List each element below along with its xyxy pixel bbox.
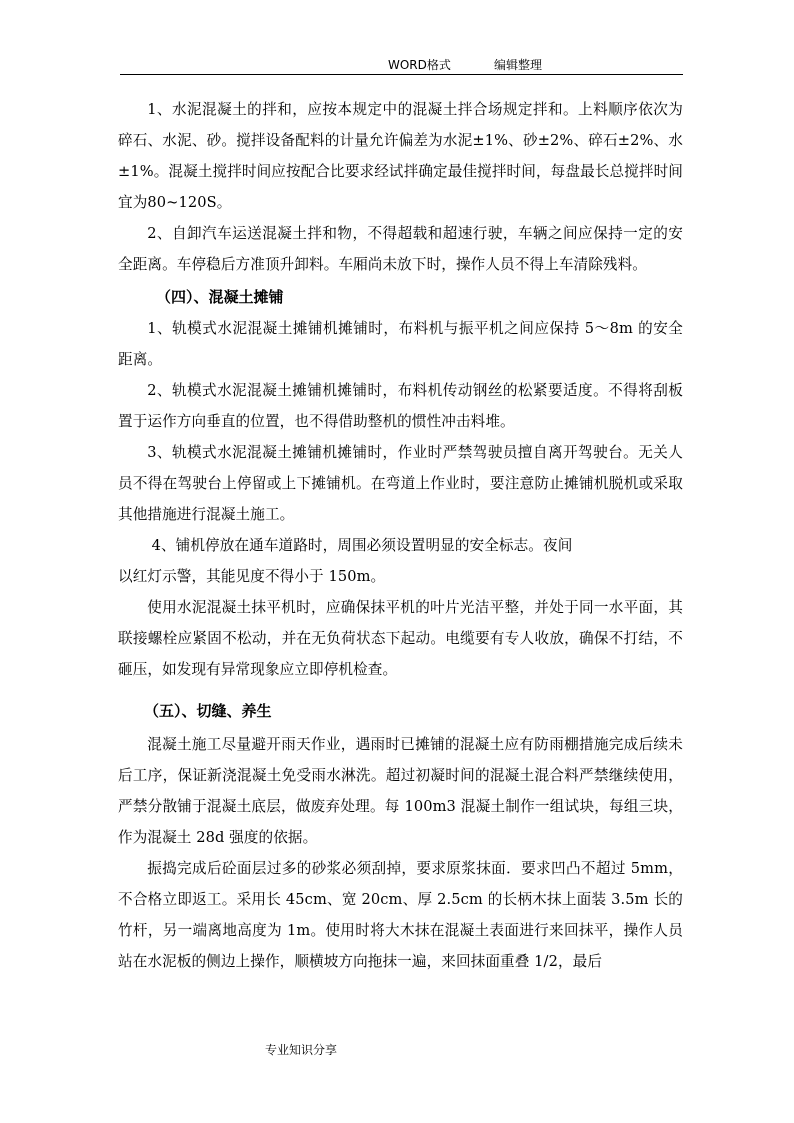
document-body (118, 94, 683, 977)
paragraph-paving-1: 1、轨模式水泥混凝土摊铺机摊铺时，布料机与振平机之间应保持 5～8m 的安全距离。 (118, 320, 683, 368)
page-footer: 专业知识分享 (265, 1043, 338, 1057)
paragraph-paving-4a: 4、铺机停放在通车道路时，周围必须设置明显的安全标志。夜间 (151, 537, 573, 554)
header-edit-label: 编辑整理 (494, 58, 543, 72)
section-heading-paving: （四）、混凝土摊铺 (156, 288, 284, 306)
paragraph-paving-3: 3、轨模式水泥混凝土摊铺机摊铺时，作业时严禁驾驶员擅自离开驾驶台。无关人员不得在驾驶台上停留或上下摊铺机。在弯道上作业时，要注意防止摊铺机脱机或采取其他措施进行混凝土施工。 (118, 444, 683, 523)
page-header (120, 56, 683, 75)
paragraph-rain: 混凝土施工尽量避开雨天作业，遇雨时已摊铺的混凝土应有防雨棚措施完成后续未后工序，保证新浇混凝土免受雨水淋洗。超过初凝时间的混凝土混合料严禁继续使用，严禁分散铺于混凝土底层，做废弃处理。每 100m3 混凝土制作一组试块，每组三块，作为混凝土 28d 强度的依据。 (118, 736, 683, 846)
paragraph-mixing: 1、水泥混凝土的拌和，应按本规定中的混凝土拌合场规定拌和。上料顺序依次为碎石、水泥、砂。搅拌设备配料的计量允许偏差为水泥±1%、砂±2%、碎石±2%、水±1%。混凝土搅拌时间应按配合比要求经试拌确定最佳搅拌时间，每盘最长总搅拌时间宜为80~120S。 (118, 101, 683, 211)
paragraph-trowel: 使用水泥混凝土抹平机时，应确保抹平机的叶片光洁平整，并处于同一水平面，其联接螺栓应紧固不松动，并在无负荷状态下起动。电缆要有专人收放，确保不打结，不砸压，如发现有异常现象应立即停机检查。 (118, 599, 683, 678)
paragraph-finishing: 振捣完成后砼面层过多的砂浆必须刮掉，要求原浆抹面．要求凹凸不超过 5mm，不合格立即返工。采用长 45cm、宽 20cm、厚 2.5cm 的长柄木抹上面装 3.5m 长的竹杆，另一端离地高度为 1m。使用时将大木抹在混凝土表面进行来回抹平，操作人员站在水泥板的侧边上操作，顺横坡方向拖抹一遍，来回抹面重叠 1/2，最后 (118, 860, 683, 970)
section-heading-cutting-curing: （五）、切缝、养生 (144, 702, 272, 720)
paragraph-paving-4b: 以红灯示警，其能见度不得小于 150m。 (118, 568, 386, 585)
paragraph-paving-2: 2、轨模式水泥混凝土摊铺机摊铺时，布料机传动钢丝的松紧要适度。不得将刮板置于运作方向垂直的位置，也不得借助整机的惯性冲击料堆。 (118, 382, 683, 430)
paragraph-transport: 2、自卸汽车运送混凝土拌和物，不得超载和超速行驶，车辆之间应保持一定的安全距离。车停稳后方准顶升卸料。车厢尚未放下时，操作人员不得上车清除残料。 (118, 225, 683, 273)
header-format-label: WORD格式 (388, 58, 451, 72)
